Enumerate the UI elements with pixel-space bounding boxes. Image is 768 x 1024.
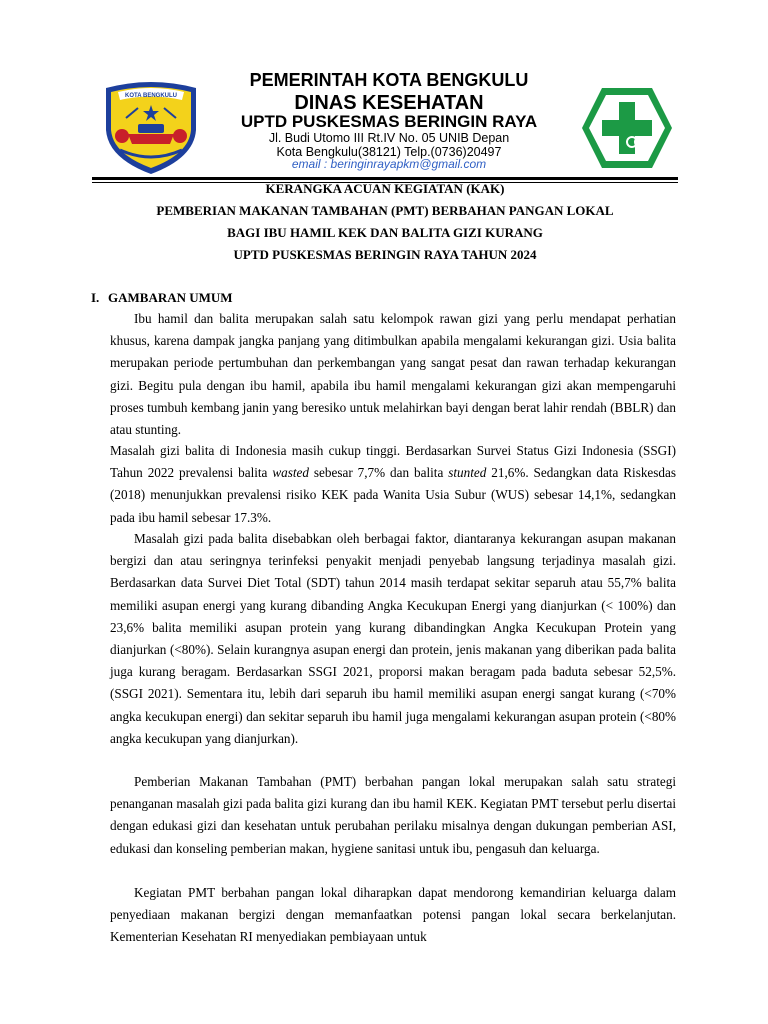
document-title-line-3: BAGI IBU HAMIL KEK DAN BALITA GIZI KURANG [227, 225, 543, 240]
paragraph-4: Pemberian Makanan Tambahan (PMT) berbahan pangan lokal merupakan salah satu strategi penanganan masalah gizi pada balita gizi kurang dan ibu hamil KEK. Kegiatan PMT tersebut perlu disertai dengan edukasi gizi dan kesehatan untuk perubahan perilaku misalnya dengan dukungan pemberian ASI, edukasi dan konseling pemberian makan, hygiene sanitasi untuk ibu, pengasuh dan keluarga. [110, 774, 676, 856]
paragraph-2-part-c: 21,6%. Sedangkan data Riskesdas (2018) menunjukkan prevalensi risiko KEK pada Wanita Usia Subur (WUS) sebesar 14,1%, sedangkan pada ibu hamil sebesar 17.3%. [110, 465, 676, 525]
agency-name: DINAS KESEHATAN [294, 92, 484, 114]
government-name: PEMERINTAH KOTA BENGKULU [249, 70, 529, 90]
paragraph-2-part-a: Masalah gizi balita di Indonesia masih cukup tinggi. Berdasarkan Survei Status Gizi Indonesia (SSGI) Tahun 2022 prevalensi balita [110, 443, 676, 481]
institution-name: UPTD PUSKESMAS BERINGIN RAYA [240, 112, 538, 131]
puskesmas-cross-logo-icon [580, 86, 674, 170]
section-number: I. [91, 290, 100, 305]
paragraph-1: Ibu hamil dan balita merupakan salah satu kelompok rawan gizi yang perlu mendapat perhatian khusus, karena dampak jangka panjang yang ditimbulkan apabila mengalami kekurangan gizi. Usia balita merupakan periode pertumbuhan dan perkembangan yang sangat pesat dan rawan terhadap kekurangan gizi. Begitu pula dengan ibu hamil, apabila ibu hamil mengalami kekurangan gizi akan mempengaruhi proses tumbuh kembang janin yang beresiko untuk melahirkan bayi dengan berat lahir rendah (BBLR) dan atau stunting. [110, 311, 676, 438]
bengkulu-city-emblem-icon [98, 78, 204, 176]
term-stunted: stunted [448, 465, 487, 481]
letterhead-divider-thick [92, 177, 678, 180]
emblem-caption: KOTA BENGKULU [125, 93, 177, 99]
paragraph-5 [110, 882, 676, 949]
document-title-line-2: PEMBERIAN MAKANAN TAMBAHAN (PMT) BERBAHAN PANGAN LOKAL [156, 203, 614, 218]
paragraph-2 [110, 440, 676, 529]
section-heading [91, 290, 233, 306]
document-title-line-4: UPTD PUSKESMAS BERINGIN RAYA TAHUN 2024 [233, 247, 537, 262]
paragraph-2-part-b: sebesar 7,7% dan balita [308, 465, 449, 481]
section-title: GAMBARAN UMUM [108, 290, 233, 305]
email-link[interactable]: email : beringinrayapkm@gmail.com [291, 157, 487, 171]
document-title-line-1: KERANGKA ACUAN KEGIATAN (KAK) [265, 181, 505, 196]
paragraph-3: Masalah gizi pada balita disebabkan oleh berbagai faktor, diantaranya kekurangan asupan makanan bergizi dan atau seringnya terinfeksi penyakit menjadi penyebab langsung terjadinya masalah gizi. Berdasarkan data Survei Diet Total (SDT) tahun 2014 masih terdapat sekitar separuh atau 55,7% balita memiliki asupan energi yang kurang dibanding Angka Kecukupan Energi yang dianjurkan (< 100%) dan 23,6% balita memiliki asupan protein yang kurang dibandingkan Angka Kecukupan Protein yang dianjurkan (<80%). Selain kurangnya asupan energi dan protein, jenis makanan yang diberikan pada balita juga kurang beragam. Berdasarkan SSGI 2021, proporsi makan beragam pada baduta sebesar 52,5%. (SSGI 2021). Sementara itu, lebih dari separuh ibu hamil memiliki asupan energi sangat kurang (<70% angka kecukupan energi) dan sekitar separuh ibu hamil juga mengalami kekurangan asupan protein (<80% angka kecukupan yang dianjurkan). [110, 531, 676, 746]
paragraph-5-text: Kegiatan PMT berbahan pangan lokal diharapkan dapat mendorong kemandirian keluarga dalam penyediaan makanan bergizi dengan memanfaatkan potensi pangan lokal secara berkelanjutan. Kementerian Kesehatan RI menyediakan pembiayaan untuk [110, 885, 676, 945]
address-line-2: Kota Bengkulu(38121) Telp.(0736)20497 [276, 145, 502, 159]
term-wasted: wasted [272, 465, 309, 481]
address-line-1: Jl. Budi Utomo III Rt.IV No. 05 UNIB Depan [268, 131, 510, 145]
